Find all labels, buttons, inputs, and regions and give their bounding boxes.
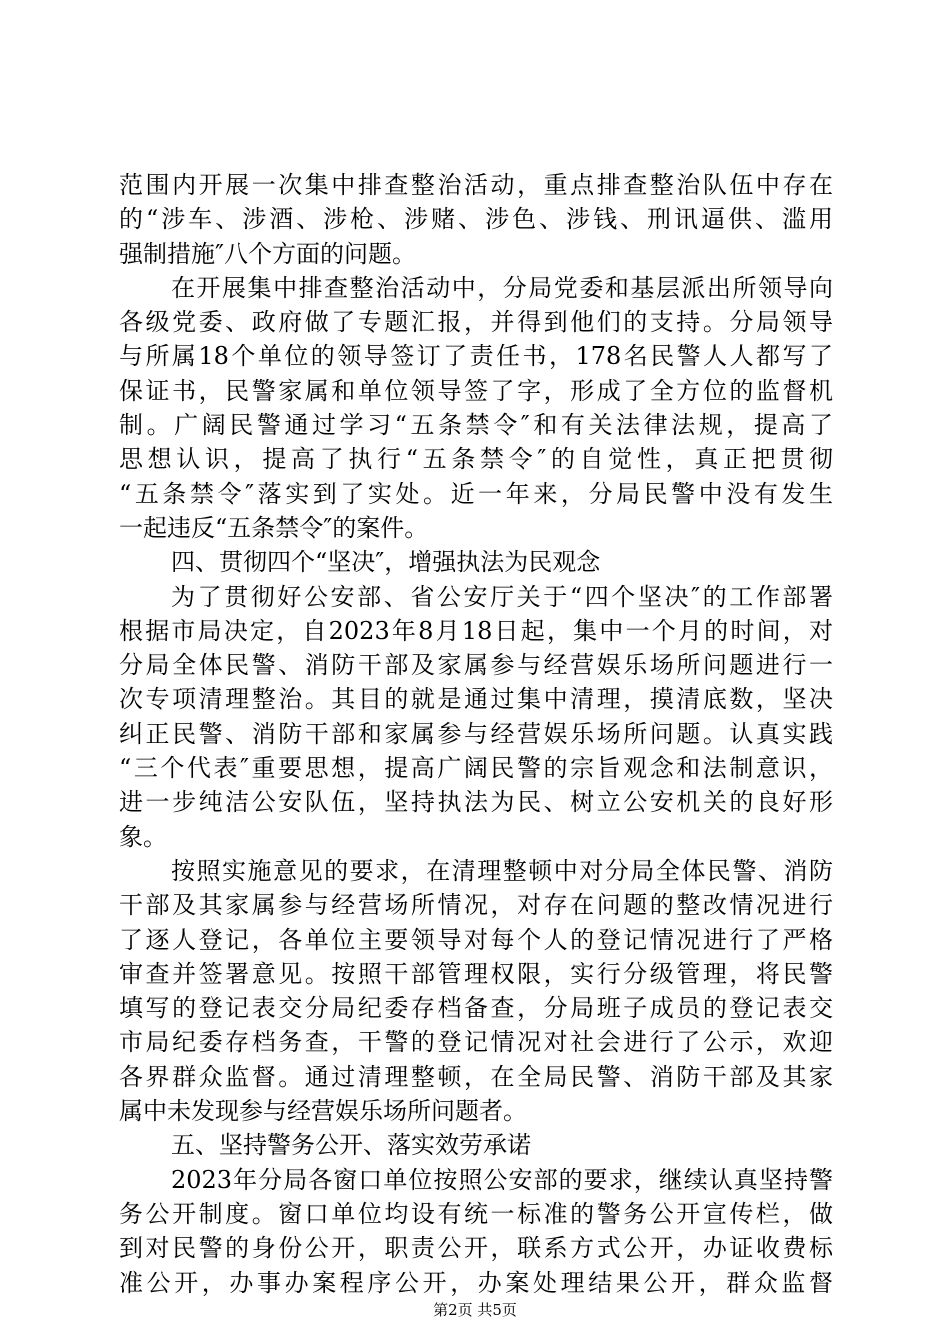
- text-line: 与所属18个单位的领导签订了责任书，178名民警人人都写了: [119, 342, 833, 371]
- text-line: 按照实施意见的要求，在清理整顿中对分局全体民警、消防: [171, 856, 833, 885]
- text-line: 到对民警的身份公开，职责公开，联系方式公开，办证收费标: [119, 1234, 833, 1263]
- text-line: 制。广阔民警通过学习“五条禁令″和有关法律法规，提高了: [119, 411, 833, 440]
- text-line: 审查并签署意见。按照干部管理权限，实行分级管理，将民警: [119, 959, 833, 988]
- text-line: 一起违反“五条禁令″的案件。: [119, 513, 429, 542]
- text-line: “五条禁令″落实到了实处。近一年来，分局民警中没有发生: [119, 479, 833, 508]
- text-line: 强制措施″八个方面的问题。: [119, 239, 416, 268]
- text-line: 象。: [119, 822, 167, 851]
- text-line: 干部及其家属参与经营场所情况，对存在问题的整改情况进行: [119, 891, 833, 920]
- section-heading: 四、贯彻四个“坚决″，增强执法为民观念: [171, 548, 601, 577]
- text-line: 填写的登记表交分局纪委存档备查，分局班子成员的登记表交: [119, 994, 833, 1023]
- text-line: 进一步纯洁公安队伍，坚持执法为民、树立公安机关的良好形: [119, 788, 833, 817]
- text-line: 务公开制度。窗口单位均设有统一标准的警务公开宣传栏，做: [119, 1199, 833, 1228]
- text-line: 属中未发现参与经营娱乐场所问题者。: [119, 1097, 527, 1126]
- document-body: [119, 168, 833, 1300]
- text-line: 了逐人登记，各单位主要领导对每个人的登记情况进行了严格: [119, 925, 833, 954]
- text-line: 在开展集中排查整治活动中，分局党委和基层派出所领导向: [171, 273, 833, 302]
- page-number: 第2页 共5页: [433, 1301, 517, 1319]
- text-line: 为了贯彻好公安部、省公安厅关于“四个坚决″的工作部署: [171, 582, 833, 611]
- text-line: 各级党委、政府做了专题汇报，并得到他们的支持。分局领导: [119, 308, 833, 337]
- text-line: 各界群众监督。通过清理整顿，在全局民警、消防干部及其家: [119, 1062, 833, 1091]
- text-line: 的“涉车、涉酒、涉枪、涉赌、涉色、涉钱、刑讯逼供、滥用: [119, 205, 833, 234]
- text-line: 根据市局决定，自2023年8月18日起，集中一个月的时间，对: [119, 616, 833, 645]
- text-line: 市局纪委存档务查，干警的登记情况对社会进行了公示，欢迎: [119, 1028, 833, 1057]
- text-line: 次专项清理整治。其目的就是通过集中清理，摸清底数，坚决: [119, 685, 833, 714]
- text-line: 范围内开展一次集中排查整治活动，重点排查整治队伍中存在: [119, 171, 833, 199]
- section-heading: 五、坚持警务公开、落实效劳承诺: [171, 1131, 531, 1160]
- text-line: 保证书，民警家属和单位领导签了字，形成了全方位的监督机: [119, 376, 833, 405]
- text-line: 纠正民警、消防干部和家属参与经营娱乐场所问题。认真实践: [119, 719, 833, 748]
- text-line: 分局全体民警、消防干部及家属参与经营娱乐场所问题进行一: [119, 651, 833, 680]
- text-line: 思想认识，提高了执行“五条禁令″的自觉性，真正把贯彻: [119, 445, 833, 474]
- text-line: “三个代表″重要思想，提高广阔民警的宗旨观念和法制意识，: [119, 754, 833, 783]
- text-line: 2023年分局各窗口单位按照公安部的要求，继续认真坚持警: [171, 1165, 833, 1194]
- text-line: 准公开，办事办案程序公开，办案处理结果公开，群众监督: [119, 1268, 833, 1297]
